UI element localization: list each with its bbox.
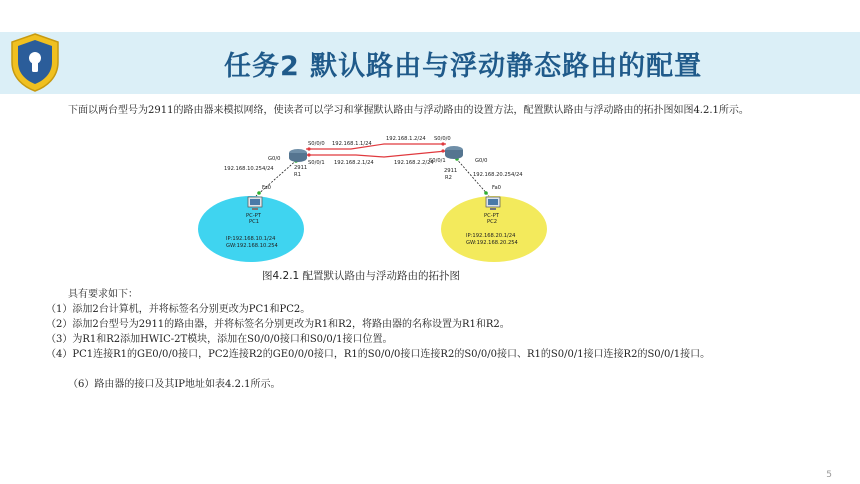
pc1-gw: GW:192.168.10.254 bbox=[226, 243, 278, 249]
link-bot-r2-ip: 192.168.2.2/24 bbox=[394, 160, 434, 166]
router-r1-icon bbox=[289, 149, 307, 162]
serial-link-bottom bbox=[306, 151, 446, 157]
requirement-item: （2）添加2台型号为2911的路由器，并将标签名分别更改为R1和R2，将路由器的名称设置为R1和R2。 bbox=[46, 319, 510, 330]
pc2-name: PC2 bbox=[487, 219, 498, 225]
link-bot-r1-ip: 192.168.2.1/24 bbox=[334, 160, 374, 166]
r1-g00-ip: 192.168.10.254/24 bbox=[224, 166, 274, 172]
r2-s001-label: S0/0/1 bbox=[429, 158, 446, 164]
pc1-port-label: Fa0 bbox=[262, 185, 271, 191]
r2-model: 2911 bbox=[444, 168, 458, 174]
router-r2-icon bbox=[445, 146, 463, 159]
link-top-r2-ip: 192.168.1.2/24 bbox=[386, 136, 426, 142]
r2-g00-label: G0/0 bbox=[475, 158, 488, 164]
requirement-item: （1）添加2台计算机，并将标签名分别更改为PC1和PC2。 bbox=[46, 304, 311, 315]
requirement-item: （3）为R1和R2添加HWIC-2T模块，添加在S0/0/0接口和S0/0/1接口位置。 bbox=[46, 334, 393, 345]
r1-name: R1 bbox=[294, 172, 301, 178]
pc1-type: PC-PT bbox=[246, 213, 261, 219]
pc2-port-label: Fa0 bbox=[492, 185, 501, 191]
requirement-item: （4）PC1连接R1的GE0/0/0接口，PC2连接R2的GE0/0/0接口，R1的S0/0/0接口连接R2的S0/0/0接口、R1的S0/0/1接口连接R2的S0/0/1接口。 bbox=[46, 349, 711, 360]
pc2-gw: GW:192.168.20.254 bbox=[466, 240, 518, 246]
serial-link-top bbox=[306, 144, 446, 149]
link-top-r1-ip: 192.168.1.1/24 bbox=[332, 141, 372, 147]
requirement-item: （6）路由器的接口及其IP地址如表4.2.1所示。 bbox=[68, 379, 281, 390]
r2-name: R2 bbox=[445, 175, 452, 181]
r1-model: 2911 bbox=[294, 165, 308, 171]
intro-paragraph: 下面以两台型号为2911的路由器来模拟网络，使读者可以学习和掌握默认路由与浮动路由的设置方法，配置默认路由与浮动路由的拓扑图如图4.2.1所示。 bbox=[68, 105, 749, 116]
r2-s000-label: S0/0/0 bbox=[434, 136, 451, 142]
r2-g00-ip: 192.168.20.254/24 bbox=[473, 172, 523, 178]
pc2-type: PC-PT bbox=[484, 213, 499, 219]
requirements-heading: 具有要求如下： bbox=[68, 289, 138, 300]
figure-caption: 图4.2.1 配置默认路由与浮动路由的拓扑图 bbox=[262, 270, 461, 282]
pc2-ip: IP:192.168.20.1/24 bbox=[466, 233, 516, 239]
r1-s001-label: S0/0/1 bbox=[308, 160, 325, 166]
topology-diagram bbox=[196, 131, 550, 265]
shield-lock-icon bbox=[6, 30, 64, 94]
page-title: 任务2 默认路由与浮动静态路由的配置 bbox=[224, 51, 703, 82]
page-number: 5 bbox=[826, 470, 832, 480]
r1-s000-label: S0/0/0 bbox=[308, 141, 325, 147]
pc1-name: PC1 bbox=[249, 219, 260, 225]
pc1-ip: IP:192.168.10.1/24 bbox=[226, 236, 276, 242]
r1-g00-label: G0/0 bbox=[268, 156, 281, 162]
